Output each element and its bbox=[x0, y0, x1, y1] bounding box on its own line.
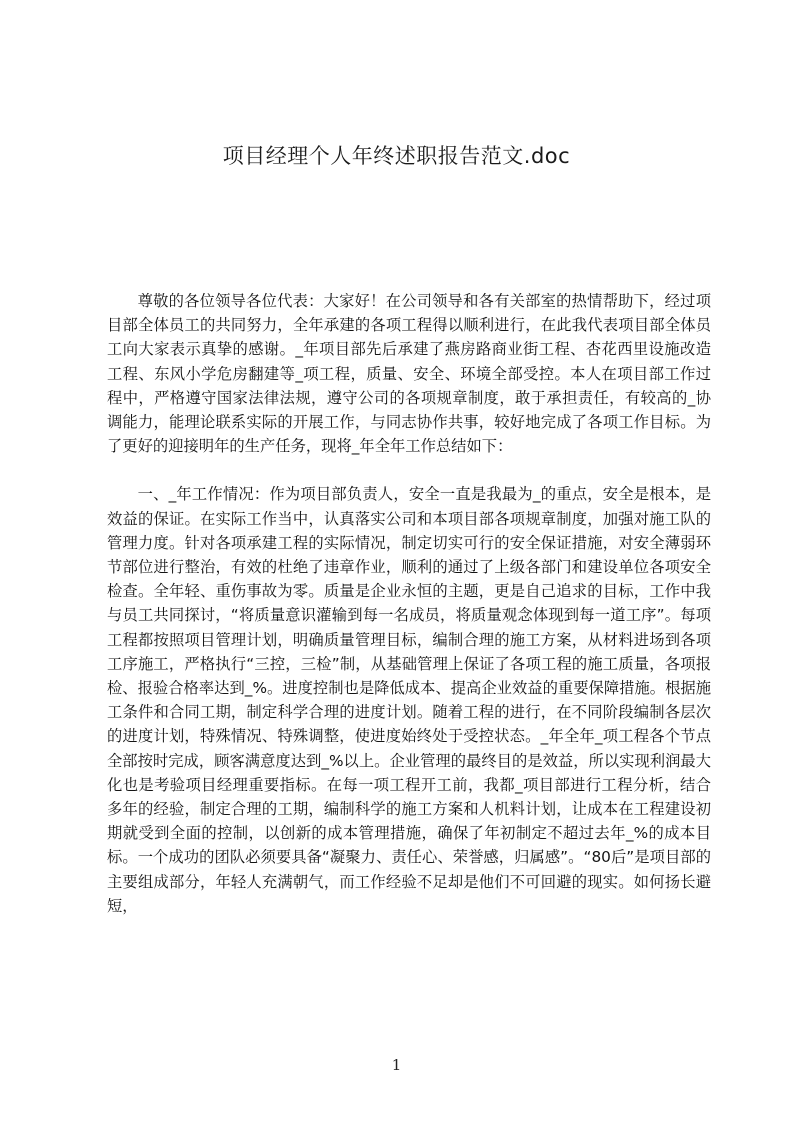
page-number: 1 bbox=[391, 1056, 402, 1074]
paragraph-greeting: 尊敬的各位领导各位代表：大家好！在公司领导和各有关部室的热情帮助下，经过项目部全体员工的共同努力，全年承建的各项工程得以顺利进行，在此我代表项目部全体员工向大家表示真挚的感谢。_年项目部先后承建了燕房路商业街工程、杏花西里设施改造工程、东风小学危房翻建等_项工程，质量、安全、环境全部受控。本人在项目部工作过程中，严格遵守国家法律法规，遵守公司的各项规章制度，敢于承担责任，有较高的_协调能力，能理论联系实际的开展工作，与同志协作共事，较好地完成了各项工作目标。为了更好的迎接明年的生产任务，现将_年全年工作总结如下： bbox=[107, 292, 711, 456]
paragraph-work-summary: 一、_年工作情况：作为项目部负责人，安全一直是我最为_的重点，安全是根本，是效益的保证。在实际工作当中，认真落实公司和本项目部各项规章制度，加强对施工队的管理力度。针对各项承建工程的实际情况，制定切实可行的安全保证措施，对安全薄弱环节部位进行整治，有效的杜绝了违章作业，顺利的通过了上级各部门和建设单位各项安全检查。全年轻、重伤事故为零。质量是企业永恒的主题，更是自己追求的目标，工作中我与员工共同探讨，“将质量意识灌输到每一名成员，将质量观念体现到每一道工序”。每项工程都按照项目管理计划，明确质量管理目标，编制合理的施工方案，从材料进场到各项工序施工，严格执行“三控，三检”制，从基础管理上保证了各项工程的施工质量，各项报检、报验合格率达到_%。进度控制也是降低成本、提高企业效益的重要保障措施。根据施工条件和合同工期，制定科学合理的进度计划。随着工程的进行，在不同阶段编制各层次的进度计划，特殊情况、特殊调整，使进度始终处于受控状态。_年全年_项工程各个节点全部按时完成，顾客满意度达到_%以上。企业管理的最终目的是效益，所以实现利润最大化也是考验项目经理重要指标。在每一项工程开工前，我都_项目部进行工程分析，结合多年的经验，制定合理的工期，编制科学的施工方案和人机料计划，让成本在工程建设初期就受到全面的控制，以创新的成本管理措施，确保了年初制定不超过去年_%的成本目标。一个成功的团队必须要具备“凝聚力、责任心、荣誉感，归属感”。“80后”是项目部的主要组成部分，年轻人充满朝气，而工作经验不足却是他们不可回避的现实。如何扬长避短， bbox=[107, 485, 711, 915]
document-body bbox=[107, 289, 711, 918]
document-title: 项目经理个人年终述职报告范文.doc bbox=[222, 144, 571, 168]
paragraph-spacer bbox=[107, 458, 711, 482]
